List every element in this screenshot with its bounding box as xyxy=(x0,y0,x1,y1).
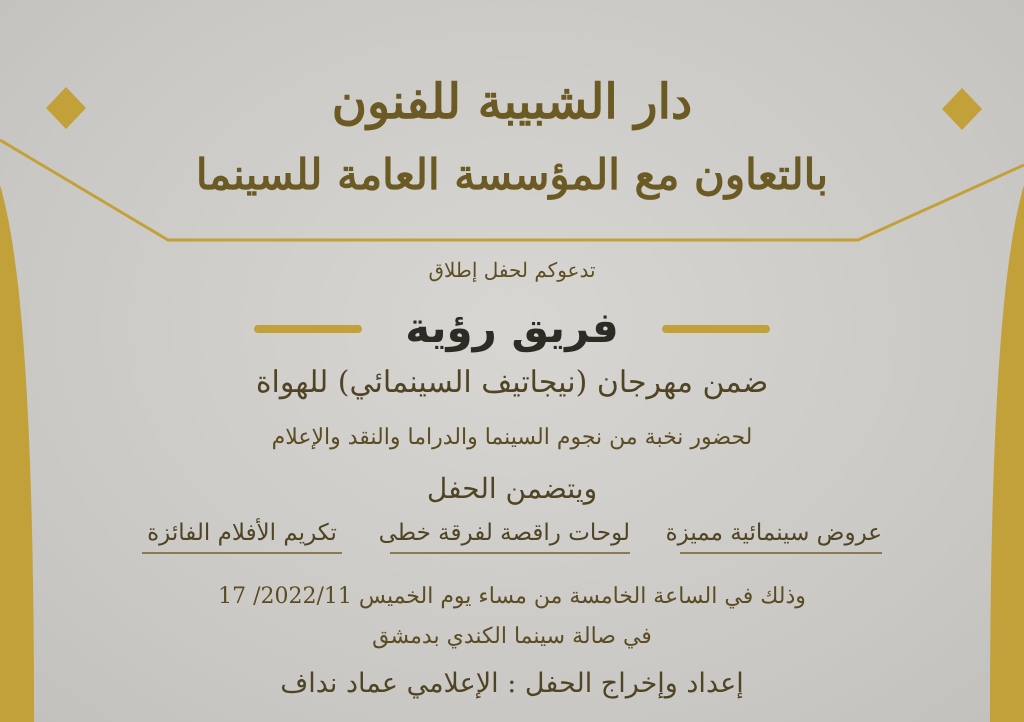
title-line-1: دار الشبيبة للفنون xyxy=(331,74,693,130)
program-item-honoring: تكريم الأفلام الفائزة xyxy=(142,520,342,554)
attendance-text: لحضور نخبة من نجوم السينما والدراما والنقد والإعلام xyxy=(271,425,753,450)
program-item-screenings: عروض سينمائية مميزة xyxy=(680,520,882,554)
venue-text: في صالة سينما الكندي بدمشق xyxy=(372,624,652,649)
program-heading: ويتضمن الحفل xyxy=(426,472,598,505)
time-text: وذلك في الساعة الخامسة من مساء يوم الخميس 2022/11/ 17 xyxy=(218,584,806,609)
title-line-2: بالتعاون مع المؤسسة العامة للسينما xyxy=(195,150,829,199)
team-name: فريق رؤية xyxy=(405,303,619,352)
program-item-dance: لوحات راقصة لفرقة خطى xyxy=(390,520,630,554)
credit-text: إعداد وإخراج الحفل : الإعلامي عماد نداف xyxy=(280,668,744,699)
invite-text: تدعوكم لحفل إطلاق xyxy=(428,258,596,282)
festival-text: ضمن مهرجان (نيجاتيف السينمائي) للهواة xyxy=(255,365,769,400)
